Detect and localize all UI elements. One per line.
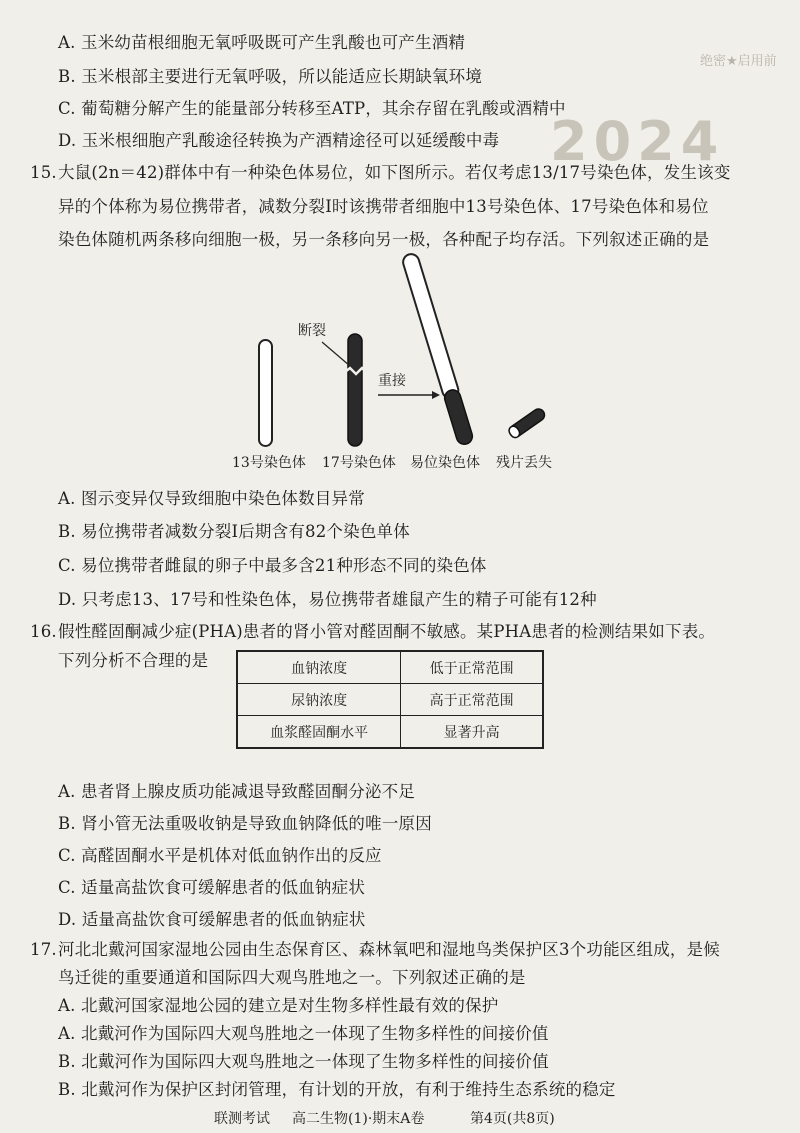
bleed-year: 2024 bbox=[550, 110, 725, 173]
q17-option-a: A. 北戴河国家湿地公园的建立是对生物多样性最有效的保护 bbox=[58, 996, 499, 1015]
table-cell: 低于正常范围 bbox=[401, 651, 543, 684]
table-row bbox=[237, 716, 543, 749]
q15-stem-line-3: 染色体随机两条移向细胞一极，另一条移向另一极，各种配子均存活。下列叙述正确的是 bbox=[58, 230, 710, 249]
q15-option-c: C. 易位携带者雌鼠的卵子中最多含21种形态不同的染色体 bbox=[58, 556, 487, 575]
q16-option-c: C. 高醛固酮水平是机体对低血钠作出的反应 bbox=[58, 846, 382, 865]
table-cell: 血浆醛固酮水平 bbox=[237, 716, 401, 749]
table-row bbox=[237, 651, 543, 684]
q16-option-b: B. 肾小管无法重吸收钠是导致血钠降低的唯一原因 bbox=[58, 814, 432, 833]
q17-option-b: B. 北戴河作为国际四大观鸟胜地之一体现了生物多样性的间接价值 bbox=[58, 1052, 549, 1071]
q16-number: 16. bbox=[30, 622, 57, 641]
caption-fragment-lost: 残片丢失 bbox=[496, 455, 552, 471]
table-row bbox=[237, 684, 543, 716]
pha-test-results-table bbox=[236, 650, 544, 749]
table-cell: 显著升高 bbox=[401, 716, 543, 749]
label-reconnect: 重接 bbox=[378, 373, 406, 389]
caption-translocated: 易位染色体 bbox=[410, 455, 480, 471]
footer-page-number: 第4页(共8页) bbox=[470, 1111, 555, 1127]
caption-chromosome-13: 13号染色体 bbox=[232, 455, 306, 471]
q16-option-c-duplicate: C. 适量高盐饮食可缓解患者的低血钠症状 bbox=[58, 878, 366, 897]
q16-option-d: D. 适量高盐饮食可缓解患者的低血钠症状 bbox=[58, 910, 366, 929]
chromosome-17 bbox=[348, 334, 362, 446]
q14-option-c: C. 葡萄糖分解产生的能量部分转移至ATP，其余存留在乳酸或酒精中 bbox=[58, 99, 566, 118]
header-mark: 绝密★启用前 bbox=[700, 54, 777, 69]
q15-option-a: A. 图示变异仅导致细胞中染色体数目异常 bbox=[58, 489, 365, 508]
q17-option-b-duplicate: B. 北戴河作为保护区封闭管理，有计划的开放，有利于维持生态系统的稳定 bbox=[58, 1080, 616, 1099]
q16-stem-line-1: 假性醛固酮减少症(PHA)患者的肾小管对醛固酮不敏感。某PHA患者的检测结果如下表。 bbox=[58, 622, 716, 641]
chromosome-13 bbox=[259, 340, 272, 446]
q15-option-b: B. 易位携带者减数分裂Ⅰ后期含有82个染色单体 bbox=[58, 522, 410, 541]
q14-option-b: B. 玉米根部主要进行无氧呼吸，所以能适应长期缺氧环境 bbox=[58, 67, 483, 86]
q14-option-d: D. 玉米根细胞产乳酸途径转换为产酒精途径可以延缓酸中毒 bbox=[58, 131, 500, 150]
q15-stem-line-2: 异的个体称为易位携带者，减数分裂Ⅰ时该携带者细胞中13号染色体、17号染色体和易位 bbox=[58, 197, 709, 216]
caption-chromosome-17: 17号染色体 bbox=[322, 455, 396, 471]
q16-stem-line-2: 下列分析不合理的是 bbox=[58, 651, 209, 670]
footer-subject: 高二生物(1)·期末A卷 bbox=[292, 1111, 425, 1127]
table-cell: 血钠浓度 bbox=[237, 651, 401, 684]
translocated-chromosome-black-part bbox=[443, 388, 475, 446]
label-break: 断裂 bbox=[298, 323, 326, 339]
q17-stem-line-1: 河北北戴河国家湿地公园由生态保育区、森林氧吧和湿地鸟类保护区3个功能区组成，是候 bbox=[58, 940, 720, 959]
q15-stem-line-1: 大鼠(2n＝42)群体中有一种染色体易位，如下图所示。若仅考虑13/17号染色体，发生该变 bbox=[58, 163, 731, 182]
q17-number: 17. bbox=[30, 940, 57, 959]
table-cell: 尿钠浓度 bbox=[237, 684, 401, 716]
table-cell: 高于正常范围 bbox=[401, 684, 543, 716]
q17-option-a-duplicate: A. 北戴河作为国际四大观鸟胜地之一体现了生物多样性的间接价值 bbox=[58, 1024, 549, 1043]
q14-option-a: A. 玉米幼苗根细胞无氧呼吸既可产生乳酸也可产生酒精 bbox=[58, 33, 466, 52]
translocated-chromosome-white-part bbox=[401, 252, 460, 400]
q15-number: 15. bbox=[30, 163, 57, 182]
q17-stem-line-2: 鸟迁徙的重要通道和国际四大观鸟胜地之一。下列叙述正确的是 bbox=[58, 968, 526, 987]
q16-option-a: A. 患者肾上腺皮质功能减退导致醛固酮分泌不足 bbox=[58, 782, 416, 801]
q15-option-d: D. 只考虑13、17号和性染色体，易位携带者雄鼠产生的精子可能有12种 bbox=[58, 590, 597, 609]
footer-exam-name: 联测考试 bbox=[214, 1111, 270, 1127]
